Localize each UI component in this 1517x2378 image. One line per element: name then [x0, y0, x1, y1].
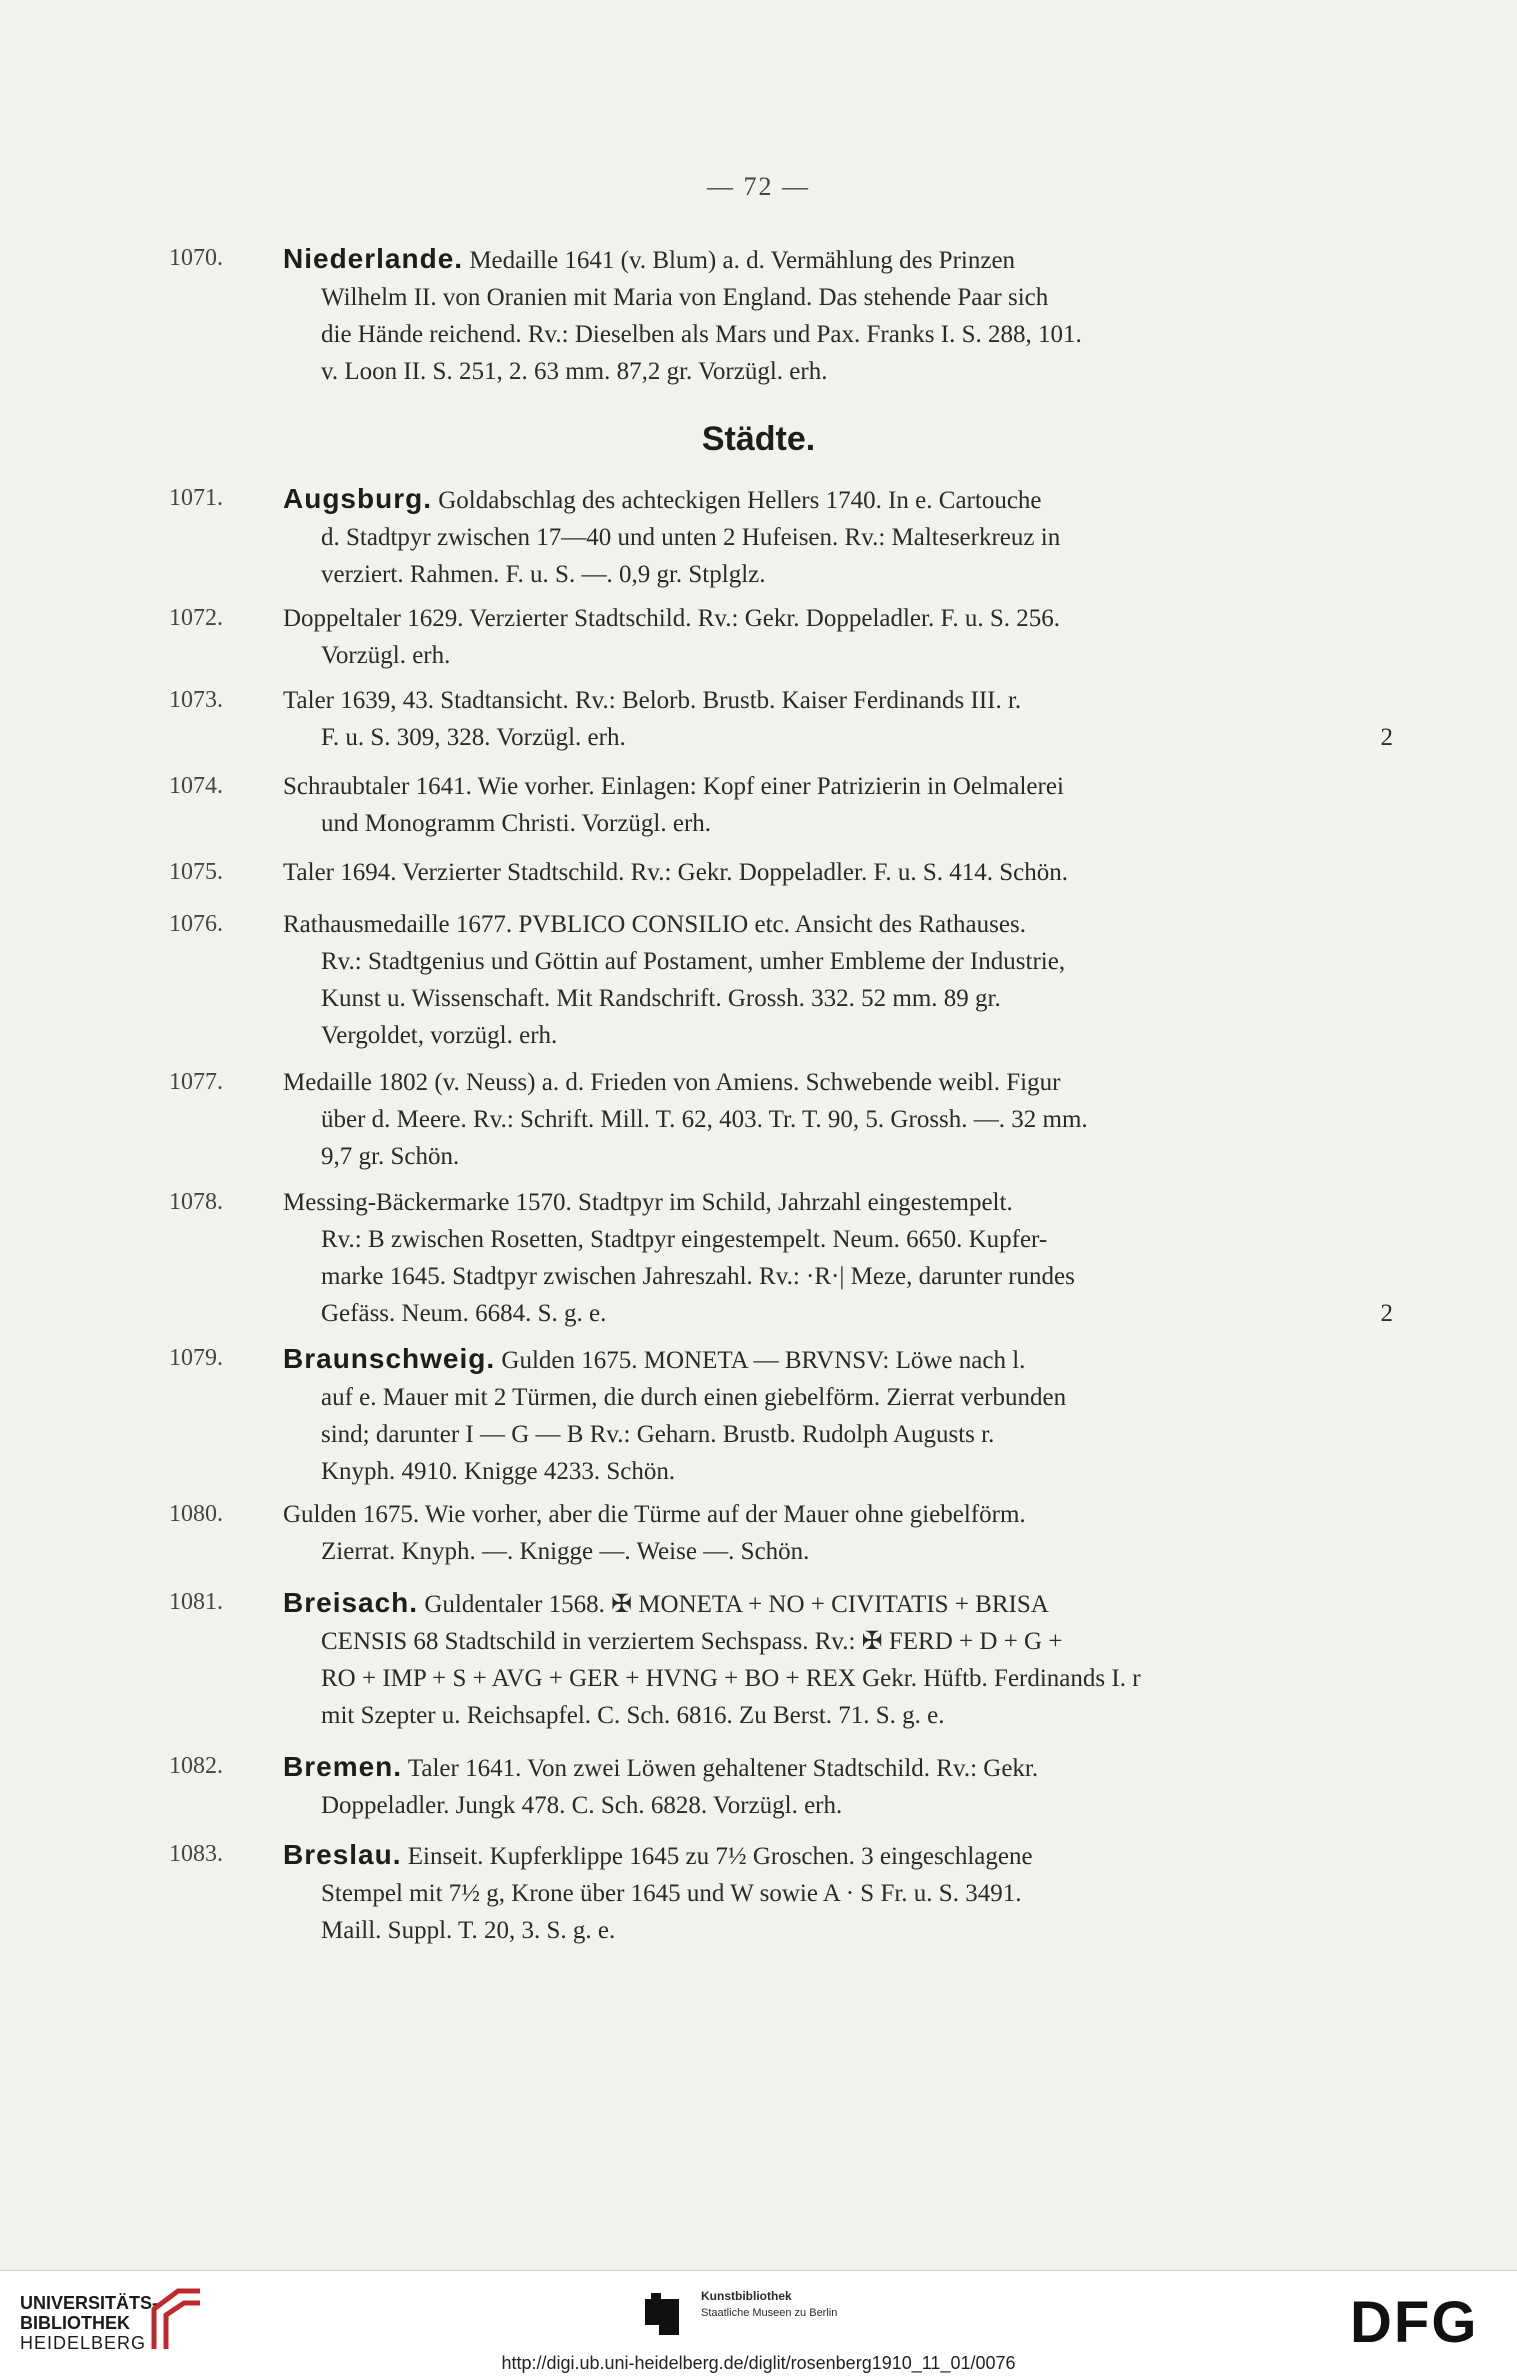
catalog-entry [169, 682, 1393, 756]
catalog-entry [169, 1184, 1393, 1332]
entry-text: über d. Meere. Rv.: Schrift. Mill. T. 62, 403. Tr. T. 90, 5. Grossh. —. 32 mm. [321, 1106, 1088, 1133]
catalog-entry [169, 768, 1393, 842]
entry-text: mit Szepter u. Reichsapfel. C. Sch. 6816. Zu Berst. 71. S. g. e. [321, 1702, 945, 1729]
entry-line [283, 1748, 1393, 1787]
entry-text: Vorzügl. erh. [321, 642, 451, 669]
catalog-entry [169, 240, 1393, 390]
entry-text: F. u. S. 309, 328. Vorzügl. erh. [321, 724, 626, 751]
entry-line [283, 1787, 1393, 1824]
entry-text: Doppeltaler 1629. Verzierter Stadtschild. Rv.: Gekr. Doppeladler. F. u. S. 256. [283, 605, 1061, 632]
entry-text: Maill. Suppl. T. 20, 3. S. g. e. [321, 1917, 616, 1944]
entry-line [283, 480, 1393, 519]
kunstbibliothek-logo-icon [645, 2293, 685, 2335]
catalog-entry [169, 854, 1393, 891]
entry-text: Guldentaler 1568. ✠ MONETA + NO + CIVITATIS + BRISA [418, 1591, 1049, 1618]
entry-line [283, 1912, 1393, 1949]
entry-text: Schraubtaler 1641. Wie vorher. Einlagen: Kopf einer Patrizierin in Oelmalerei [283, 773, 1064, 800]
catalog-entry [169, 600, 1393, 674]
entry-text: RO + IMP + S + AVG + GER + HVNG + BO + REX Gekr. Hüftb. Ferdinands I. r [321, 1665, 1141, 1692]
entry-number: 1082. [169, 1753, 223, 1779]
catalog-entry [169, 480, 1393, 593]
ub-line2: BIBLIOTHEK [20, 2313, 130, 2333]
entry-line [283, 600, 1393, 637]
entry-text: Doppeladler. Jungk 478. C. Sch. 6828. Vorzügl. erh. [321, 1792, 843, 1819]
kunstbibliothek-subtitle: Staatliche Museen zu Berlin [701, 2307, 838, 2319]
entry-city-name: Breslau. [283, 1839, 402, 1870]
entry-line [283, 768, 1393, 805]
entry-text: Wilhelm II. von Oranien mit Maria von England. Das stehende Paar sich [321, 284, 1049, 311]
catalog-entry [169, 1496, 1393, 1570]
entry-text: Stempel mit 7½ g, Krone über 1645 und W sowie A · S Fr. u. S. 3491. [321, 1880, 1022, 1907]
entry-text: verziert. Rahmen. F. u. S. —. 0,9 gr. Stplglz. [321, 561, 766, 588]
entry-text: d. Stadtpyr zwischen 17—40 und unten 2 Hufeisen. Rv.: Malteserkreuz in [321, 524, 1061, 551]
entry-line [283, 637, 1393, 674]
entry-text: 9,7 gr. Schön. [321, 1143, 460, 1170]
entry-text: v. Loon II. S. 251, 2. 63 mm. 87,2 gr. Vorzügl. erh. [321, 358, 828, 385]
entry-city-name: Bremen. [283, 1751, 403, 1782]
entry-line [283, 556, 1393, 593]
entry-line [283, 1875, 1393, 1912]
entry-text: Einseit. Kupferklippe 1645 zu 7½ Groschen. 3 eingeschlagene [401, 1843, 1033, 1870]
entry-line [283, 854, 1393, 891]
entry-number: 1078. [169, 1189, 223, 1215]
entry-number: 1080. [169, 1501, 223, 1527]
entry-city-name: Breisach. [283, 1587, 419, 1618]
entry-text: und Monogramm Christi. Vorzügl. erh. [321, 810, 712, 837]
entry-margin-mark: 2 [1380, 724, 1393, 751]
entry-line [283, 1101, 1393, 1138]
footer-bar [0, 2270, 1517, 2378]
entry-number: 1081. [169, 1589, 223, 1615]
catalog-entry [169, 1340, 1393, 1490]
entry-text: Knyph. 4910. Knigge 4233. Schön. [321, 1458, 676, 1485]
entry-text: Zierrat. Knyph. —. Knigge —. Weise —. Schön. [321, 1538, 810, 1565]
entry-text: Medaille 1802 (v. Neuss) a. d. Frieden von Amiens. Schwebende weibl. Figur [283, 1069, 1061, 1096]
entry-text: Rathausmedaille 1677. PVBLICO CONSILIO etc. Ansicht des Rathauses. [283, 911, 1026, 938]
ub-heidelberg-logo-text[interactable] [20, 2293, 158, 2353]
entry-line [283, 943, 1393, 980]
entry-line [283, 1496, 1393, 1533]
entry-line [283, 1138, 1393, 1175]
entry-number: 1075. [169, 859, 223, 885]
entry-line [283, 279, 1393, 316]
entry-text: Gulden 1675. Wie vorher, aber die Türme auf der Mauer ohne giebelförm. [283, 1501, 1026, 1528]
entry-line [283, 682, 1393, 719]
entry-line [283, 1064, 1393, 1101]
entry-line [283, 1533, 1393, 1570]
entry-number: 1077. [169, 1069, 223, 1095]
kunstbibliothek-name: Kunstbibliothek [701, 2289, 792, 2303]
entry-line [283, 1221, 1393, 1258]
entry-text: marke 1645. Stadtpyr zwischen Jahreszahl. Rv.: ·R·| Meze, darunter rundes [321, 1263, 1075, 1290]
catalog-entry [169, 1836, 1393, 1949]
entry-text: sind; darunter I — G — B Rv.: Geharn. Brustb. Rudolph Augusts r. [321, 1421, 995, 1448]
entry-text: Gefäss. Neum. 6684. S. g. e. [321, 1300, 607, 1327]
entry-line [283, 1660, 1393, 1697]
catalog-entry [169, 1584, 1393, 1734]
entry-number: 1072. [169, 605, 223, 631]
entry-text: die Hände reichend. Rv.: Dieselben als Mars und Pax. Franks I. S. 288, 101. [321, 321, 1082, 348]
entry-text: Messing-Bäckermarke 1570. Stadtpyr im Schild, Jahrzahl eingestempelt. [283, 1189, 1013, 1216]
entry-number: 1076. [169, 911, 223, 937]
entry-line [283, 1017, 1393, 1054]
entry-line [283, 719, 1393, 756]
ub-heidelberg-logo-icon [148, 2285, 206, 2355]
entry-line [283, 1379, 1393, 1416]
entry-number: 1079. [169, 1345, 223, 1371]
entry-number: 1083. [169, 1841, 223, 1867]
ub-line3: HEIDELBERG [20, 2333, 147, 2353]
entry-text: Kunst u. Wissenschaft. Mit Randschrift. Grossh. 332. 52 mm. 89 gr. [321, 985, 1001, 1012]
entry-text: Medaille 1641 (v. Blum) a. d. Vermählung des Prinzen [463, 247, 1016, 274]
entry-text: Vergoldet, vorzügl. erh. [321, 1022, 558, 1049]
catalog-entry [169, 1748, 1393, 1824]
entry-text: Taler 1639, 43. Stadtansicht. Rv.: Belorb. Brustb. Kaiser Ferdinands III. r. [283, 687, 1022, 714]
entry-line [283, 240, 1393, 279]
entry-line [283, 1623, 1393, 1660]
catalog-entry [169, 1064, 1393, 1175]
entry-line [283, 1697, 1393, 1734]
entry-number: 1074. [169, 773, 223, 799]
entry-number: 1070. [169, 245, 223, 271]
entry-line [283, 1453, 1393, 1490]
entry-line [283, 906, 1393, 943]
entry-line [283, 980, 1393, 1017]
entry-line [283, 805, 1393, 842]
entry-line [283, 1340, 1393, 1379]
section-title: Städte. [701, 420, 816, 458]
entry-line [283, 1836, 1393, 1875]
entry-text: auf e. Mauer mit 2 Türmen, die durch einen giebelförm. Zierrat verbunden [321, 1384, 1067, 1411]
entry-line [283, 1584, 1393, 1623]
ub-line1: UNIVERSITÄTS- [20, 2293, 159, 2313]
entry-line [283, 1184, 1393, 1221]
entry-text: Gulden 1675. MONETA — BRVNSV: Löwe nach l. [495, 1347, 1026, 1374]
page-number: — 72 — [707, 172, 810, 201]
entry-line [283, 519, 1393, 556]
entry-line [283, 1416, 1393, 1453]
entry-margin-mark: 2 [1380, 1300, 1393, 1327]
entry-number: 1071. [169, 485, 223, 511]
dfg-logo[interactable]: DFG [1350, 2290, 1479, 2355]
entry-line [283, 1295, 1393, 1332]
entry-city-name: Augsburg. [283, 483, 432, 514]
entry-text: Goldabschlag des achteckigen Hellers 1740. In e. Cartouche [432, 487, 1042, 514]
entry-number: 1073. [169, 687, 223, 713]
entry-line [283, 353, 1393, 390]
catalog-entry [169, 906, 1393, 1054]
entry-text: Taler 1641. Von zwei Löwen gehaltener Stadtschild. Rv.: Gekr. [402, 1755, 1039, 1782]
entry-line [283, 1258, 1393, 1295]
entry-text: CENSIS 68 Stadtschild in verziertem Sechspass. Rv.: ✠ FERD + D + G + [321, 1628, 1063, 1655]
entry-text: Rv.: Stadtgenius und Göttin auf Postament, umher Embleme der Industrie, [321, 948, 1066, 975]
entry-city-name: Braunschweig. [283, 1343, 496, 1374]
entry-city-name: Niederlande. [283, 243, 464, 274]
source-url-link[interactable]: http://digi.ub.uni-heidelberg.de/diglit/rosenberg1910_11_01/0076 [501, 2353, 1016, 2373]
entry-text: Rv.: B zwischen Rosetten, Stadtpyr eingestempelt. Neum. 6650. Kupfer- [321, 1226, 1048, 1253]
entry-text: Taler 1694. Verzierter Stadtschild. Rv.: Gekr. Doppeladler. F. u. S. 414. Schön. [283, 859, 1069, 886]
entry-line [283, 316, 1393, 353]
